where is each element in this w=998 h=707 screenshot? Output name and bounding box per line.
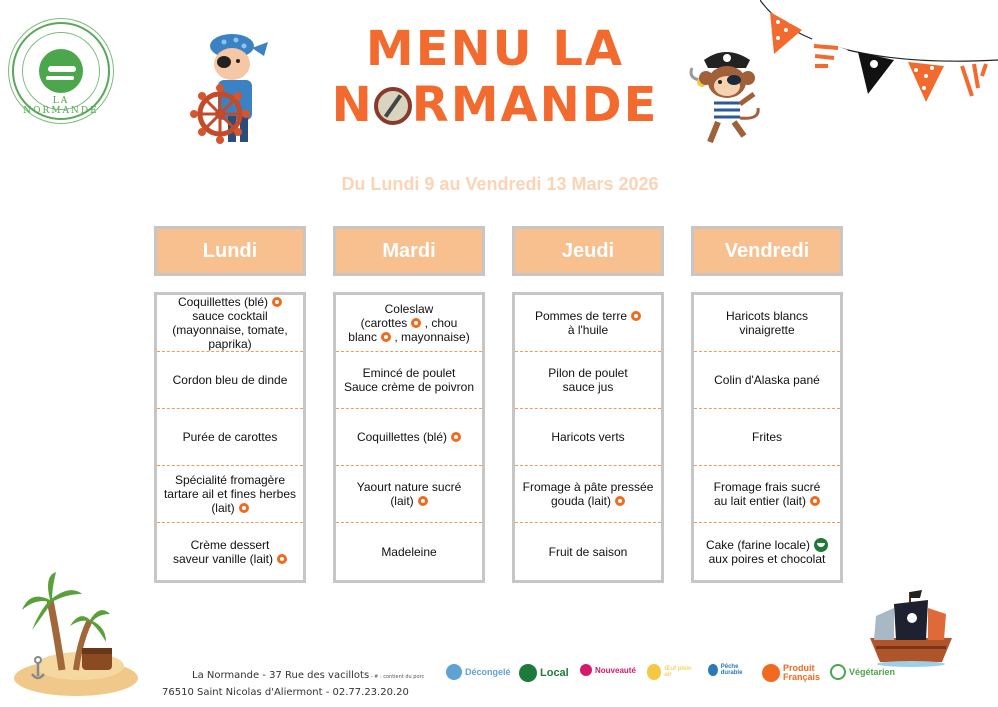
menu-title [330,22,660,132]
menu-item-starter: Pommes de terre à l'huile [515,295,661,352]
pirate-bunting-decoration [760,0,998,110]
legend-produit-francais: Produit Français [762,664,822,682]
pork-note: - # : contient du porc [369,674,425,680]
legend-peche-durable: Pêche durable [708,664,754,676]
snowflake-icon [446,664,462,680]
produit-francais-icon [631,311,641,321]
menu-item-dairy: Yaourt nature sucré (lait) [336,466,482,523]
day-menu-list [691,292,843,583]
address-line-2: 76510 Saint Nicolas d'Aliermont - 02.77.23.20.20 [162,687,409,698]
day-column-mardi [333,226,485,583]
menu-item-dessert: Cake (farine locale) aux poires et chocolat [694,523,840,580]
legend-decongele: Décongelé [446,664,511,680]
legend-local: Local [519,664,569,682]
local-icon [814,538,828,552]
menu-item-cheese: Spécialité fromagère tartare ail et fines herbes (lait) [157,466,303,523]
logo-text: LA NORMANDE [23,96,99,116]
menu-item-dessert: Madeleine [381,544,437,559]
menu-item-dessert: Crème dessert saveur vanille (lait) [157,523,303,580]
day-column-jeudi [512,226,664,583]
menu-item-side: Purée de carottes [157,409,303,466]
day-header: Lundi [154,226,306,276]
compass-icon [374,87,412,125]
menu-item-cheese: Fromage à pâte pressée gouda (lait) [515,466,661,523]
menu-item-starter: Coquillettes (blé) sauce cocktail (mayonnaise, tomate, paprika) [157,295,303,352]
menu-item-main: Colin d'Alaska pané [694,352,840,409]
menu-item-dessert: Fruit de saison [548,544,628,559]
pirate-boy-illustration [190,28,272,148]
day-menu-list [333,292,485,583]
day-header: Jeudi [512,226,664,276]
leaf-icon [830,664,846,680]
day-menu-list [154,292,306,583]
fork-icon [48,66,76,72]
menu-item-side: Frites [694,409,840,466]
day-column-lundi [154,226,306,583]
menu-item-starter: Coleslaw (carottes , chou blanc , mayonnaise) [336,295,482,352]
fish-icon [708,664,718,676]
produit-francais-icon [810,496,820,506]
pirate-ship-illustration [866,586,956,668]
produit-francais-icon [615,496,625,506]
produit-francais-icon [239,503,249,513]
produit-francais-icon [418,496,428,506]
local-pot-icon [519,664,537,682]
la-normande-logo [12,22,110,120]
produit-francais-icon [277,554,287,564]
day-column-vendredi [691,226,843,583]
day-menu-list [512,292,664,583]
menu-item-starter: Haricots blancs vinaigrette [694,295,840,352]
legend-nouveaute: Nouveauté [580,664,636,676]
title-line-1: MENU LA [365,21,625,77]
france-icon [762,664,780,682]
title-line-2: N RMANDE [331,77,659,133]
day-header: Mardi [333,226,485,276]
pirate-monkey-illustration [686,38,766,146]
menu-item-side: Haricots verts [515,409,661,466]
egg-icon [647,664,661,680]
menu-date-range: Du Lundi 9 au Vendredi 13 Mars 2026 [341,174,659,194]
produit-francais-icon [451,432,461,442]
knife-icon [46,76,74,80]
menu-item-main: Cordon bleu de dinde [157,352,303,409]
new-icon [580,664,592,676]
legend-vegetarien: Végétarien [830,664,895,680]
produit-francais-icon [272,297,282,307]
menu-item-main: Pilon de poulet sauce jus [515,352,661,409]
menu-item-side: Coquillettes (blé) [336,409,482,466]
address-line-1: La Normande - 37 Rue des vacillots [192,670,370,681]
produit-francais-icon [411,318,421,328]
produit-francais-icon [381,332,391,342]
menu-item-cheese: Fromage frais sucré au lait entier (lait) [694,466,840,523]
treasure-island-illustration [10,570,142,698]
menu-item-main: Emincé de poulet Sauce crème de poivron [336,352,482,409]
footer-address [162,668,424,701]
day-header: Vendredi [691,226,843,276]
legend-oeuf-plein-air: Œuf plein air [647,664,697,680]
